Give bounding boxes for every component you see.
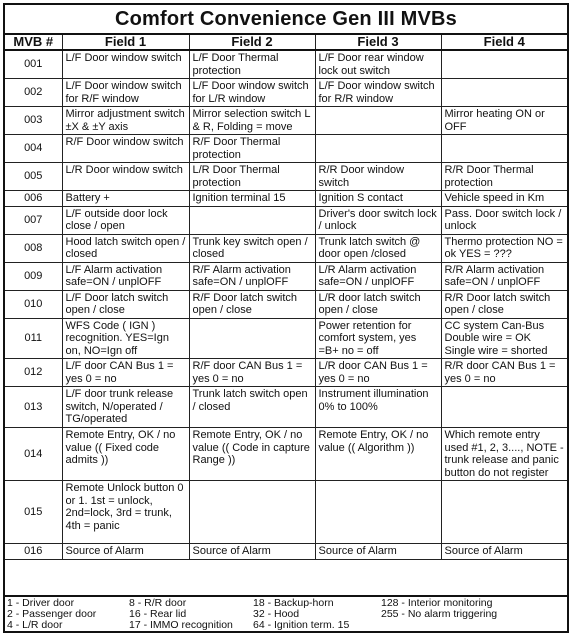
field-2-cell: Mirror selection switch L & R, Folding = move bbox=[189, 107, 315, 135]
field-4-cell bbox=[441, 387, 567, 428]
field-1-cell: Mirror adjustment switch ±X & ±Y axis bbox=[62, 107, 189, 135]
field-2-cell bbox=[189, 481, 315, 544]
field-1-cell: Hood latch switch open / closed bbox=[62, 234, 189, 262]
field-1-cell: WFS Code ( IGN ) recognition. YES=Ign on, NO=Ign off bbox=[62, 318, 189, 359]
field-4-cell: Vehicle speed in Km bbox=[441, 191, 567, 207]
field-1-cell: L/F Door latch switch open / close bbox=[62, 290, 189, 318]
field-4-cell: Source of Alarm bbox=[441, 544, 567, 560]
table-row bbox=[5, 50, 567, 79]
field-4-cell: Thermo protection NO = ok YES = ??? bbox=[441, 234, 567, 262]
table-row bbox=[5, 387, 567, 428]
field-3-cell: Source of Alarm bbox=[315, 544, 441, 560]
table-row bbox=[5, 234, 567, 262]
field-1-cell: Remote Unlock button 0 or 1. 1st = unlock, 2nd=lock, 3rd = trunk, 4th = panic bbox=[62, 481, 189, 544]
field-4-cell: R/R Door latch switch open / close bbox=[441, 290, 567, 318]
field-2-cell: Trunk key switch open / closed bbox=[189, 234, 315, 262]
field-2-cell: R/F door CAN Bus 1 = yes 0 = no bbox=[189, 359, 315, 387]
field-1-cell: L/F outside door lock close / open bbox=[62, 206, 189, 234]
legend-item: 255 - No alarm triggering bbox=[381, 608, 498, 620]
field-3-cell: L/R Alarm activation safe=ON / unplOFF bbox=[315, 262, 441, 290]
mvb-number: 009 bbox=[5, 262, 62, 290]
mvb-number: 012 bbox=[5, 359, 62, 387]
legend-item: 128 - Interior monitoring bbox=[381, 597, 493, 609]
field-4-cell: Pass. Door switch lock / unlock bbox=[441, 206, 567, 234]
mvb-number: 014 bbox=[5, 428, 62, 481]
field-3-cell: L/R door latch switch open / close bbox=[315, 290, 441, 318]
field-4-cell: Mirror heating ON or OFF bbox=[441, 107, 567, 135]
table-row bbox=[5, 428, 567, 481]
field-3-cell: Instrument illumination 0% to 100% bbox=[315, 387, 441, 428]
mvb-sheet bbox=[3, 3, 569, 633]
legend-item: 4 - L/R door bbox=[7, 619, 63, 631]
field-1-cell: R/F Door window switch bbox=[62, 135, 189, 163]
field-1-cell: L/F door trunk release switch, N/operated / TG/operated bbox=[62, 387, 189, 428]
mvb-number: 002 bbox=[5, 79, 62, 107]
mvb-number: 013 bbox=[5, 387, 62, 428]
field-4-cell: R/R Door Thermal protection bbox=[441, 163, 567, 191]
mvb-number: 007 bbox=[5, 206, 62, 234]
table-row bbox=[5, 163, 567, 191]
field-3-cell bbox=[315, 481, 441, 544]
field-1-cell: Battery + bbox=[62, 191, 189, 207]
field-2-cell: Source of Alarm bbox=[189, 544, 315, 560]
alarm-source-legend bbox=[5, 595, 567, 631]
table-row bbox=[5, 191, 567, 207]
field-1-cell: Remote Entry, OK / no value (( Fixed code admits )) bbox=[62, 428, 189, 481]
field-1-cell: L/F Door window switch bbox=[62, 50, 189, 79]
legend-item: 8 - R/R door bbox=[129, 597, 187, 609]
header-field-4: Field 4 bbox=[441, 35, 567, 50]
field-2-cell: L/R Door Thermal protection bbox=[189, 163, 315, 191]
field-4-cell bbox=[441, 79, 567, 107]
field-3-cell bbox=[315, 135, 441, 163]
field-4-cell: Which remote entry used #1, 2, 3...., NOTE - trunk release and panic button do not register bbox=[441, 428, 567, 481]
page-title: Comfort Convenience Gen III MVBs bbox=[5, 5, 567, 35]
field-3-cell: R/R Door window switch bbox=[315, 163, 441, 191]
field-4-cell bbox=[441, 481, 567, 544]
legend-item: 32 - Hood bbox=[253, 608, 300, 620]
header-mvb: MVB # bbox=[5, 35, 62, 50]
field-2-cell: L/F Door Thermal protection bbox=[189, 50, 315, 79]
field-3-cell: L/F Door window switch for R/R window bbox=[315, 79, 441, 107]
table-row bbox=[5, 262, 567, 290]
field-4-cell bbox=[441, 135, 567, 163]
mvb-number: 011 bbox=[5, 318, 62, 359]
field-2-cell: L/F Door window switch for L/R window bbox=[189, 79, 315, 107]
field-3-cell bbox=[315, 107, 441, 135]
table-row bbox=[5, 290, 567, 318]
legend-item: 1 - Driver door bbox=[7, 597, 75, 609]
field-2-cell: Remote Entry, OK / no value (( Code in capture Range )) bbox=[189, 428, 315, 481]
table-row bbox=[5, 544, 567, 560]
field-4-cell bbox=[441, 50, 567, 79]
table-row bbox=[5, 359, 567, 387]
field-2-cell: R/F Door latch switch open / close bbox=[189, 290, 315, 318]
field-2-cell: Ignition terminal 15 bbox=[189, 191, 315, 207]
field-1-cell: Source of Alarm bbox=[62, 544, 189, 560]
field-1-cell: L/F door CAN Bus 1 = yes 0 = no bbox=[62, 359, 189, 387]
header-field-3: Field 3 bbox=[315, 35, 441, 50]
header-field-1: Field 1 bbox=[62, 35, 189, 50]
field-2-cell: R/F Door Thermal protection bbox=[189, 135, 315, 163]
field-3-cell: Ignition S contact bbox=[315, 191, 441, 207]
table-row bbox=[5, 318, 567, 359]
table-row bbox=[5, 107, 567, 135]
field-1-cell: L/R Door window switch bbox=[62, 163, 189, 191]
mvb-number: 004 bbox=[5, 135, 62, 163]
table-row bbox=[5, 79, 567, 107]
field-4-cell: R/R door CAN Bus 1 = yes 0 = no bbox=[441, 359, 567, 387]
field-2-cell bbox=[189, 206, 315, 234]
mvb-table bbox=[5, 35, 567, 560]
table-row bbox=[5, 206, 567, 234]
legend-item: 17 - IMMO recognition bbox=[129, 619, 233, 631]
field-2-cell: R/F Alarm activation safe=ON / unplOFF bbox=[189, 262, 315, 290]
table-header-row bbox=[5, 35, 567, 50]
field-3-cell: L/F Door rear window lock out switch bbox=[315, 50, 441, 79]
legend-item: 18 - Backup-horn bbox=[253, 597, 334, 609]
mvb-number: 001 bbox=[5, 50, 62, 79]
mvb-number: 005 bbox=[5, 163, 62, 191]
table-row bbox=[5, 481, 567, 544]
field-1-cell: L/F Alarm activation safe=ON / unplOFF bbox=[62, 262, 189, 290]
mvb-number: 015 bbox=[5, 481, 62, 544]
legend-item: 16 - Rear lid bbox=[129, 608, 187, 620]
legend-item: 64 - Ignition term. 15 bbox=[253, 619, 350, 631]
field-4-cell: CC system Can-Bus Double wire = OK Single wire = shorted bbox=[441, 318, 567, 359]
table-row bbox=[5, 135, 567, 163]
field-3-cell: Driver's door switch lock / unlock bbox=[315, 206, 441, 234]
field-1-cell: L/F Door window switch for R/F window bbox=[62, 79, 189, 107]
field-2-cell bbox=[189, 318, 315, 359]
field-2-cell: Trunk latch switch open / closed bbox=[189, 387, 315, 428]
field-3-cell: Remote Entry, OK / no value (( Algorithm )) bbox=[315, 428, 441, 481]
mvb-number: 008 bbox=[5, 234, 62, 262]
header-field-2: Field 2 bbox=[189, 35, 315, 50]
field-3-cell: L/R door CAN Bus 1 = yes 0 = no bbox=[315, 359, 441, 387]
legend-item: 2 - Passenger door bbox=[7, 608, 97, 620]
field-3-cell: Power retention for comfort system, yes =B+ no = off bbox=[315, 318, 441, 359]
field-4-cell: R/R Alarm activation safe=ON / unplOFF bbox=[441, 262, 567, 290]
mvb-number: 003 bbox=[5, 107, 62, 135]
mvb-number: 016 bbox=[5, 544, 62, 560]
mvb-number: 010 bbox=[5, 290, 62, 318]
field-3-cell: Trunk latch switch @ door open /closed bbox=[315, 234, 441, 262]
mvb-number: 006 bbox=[5, 191, 62, 207]
